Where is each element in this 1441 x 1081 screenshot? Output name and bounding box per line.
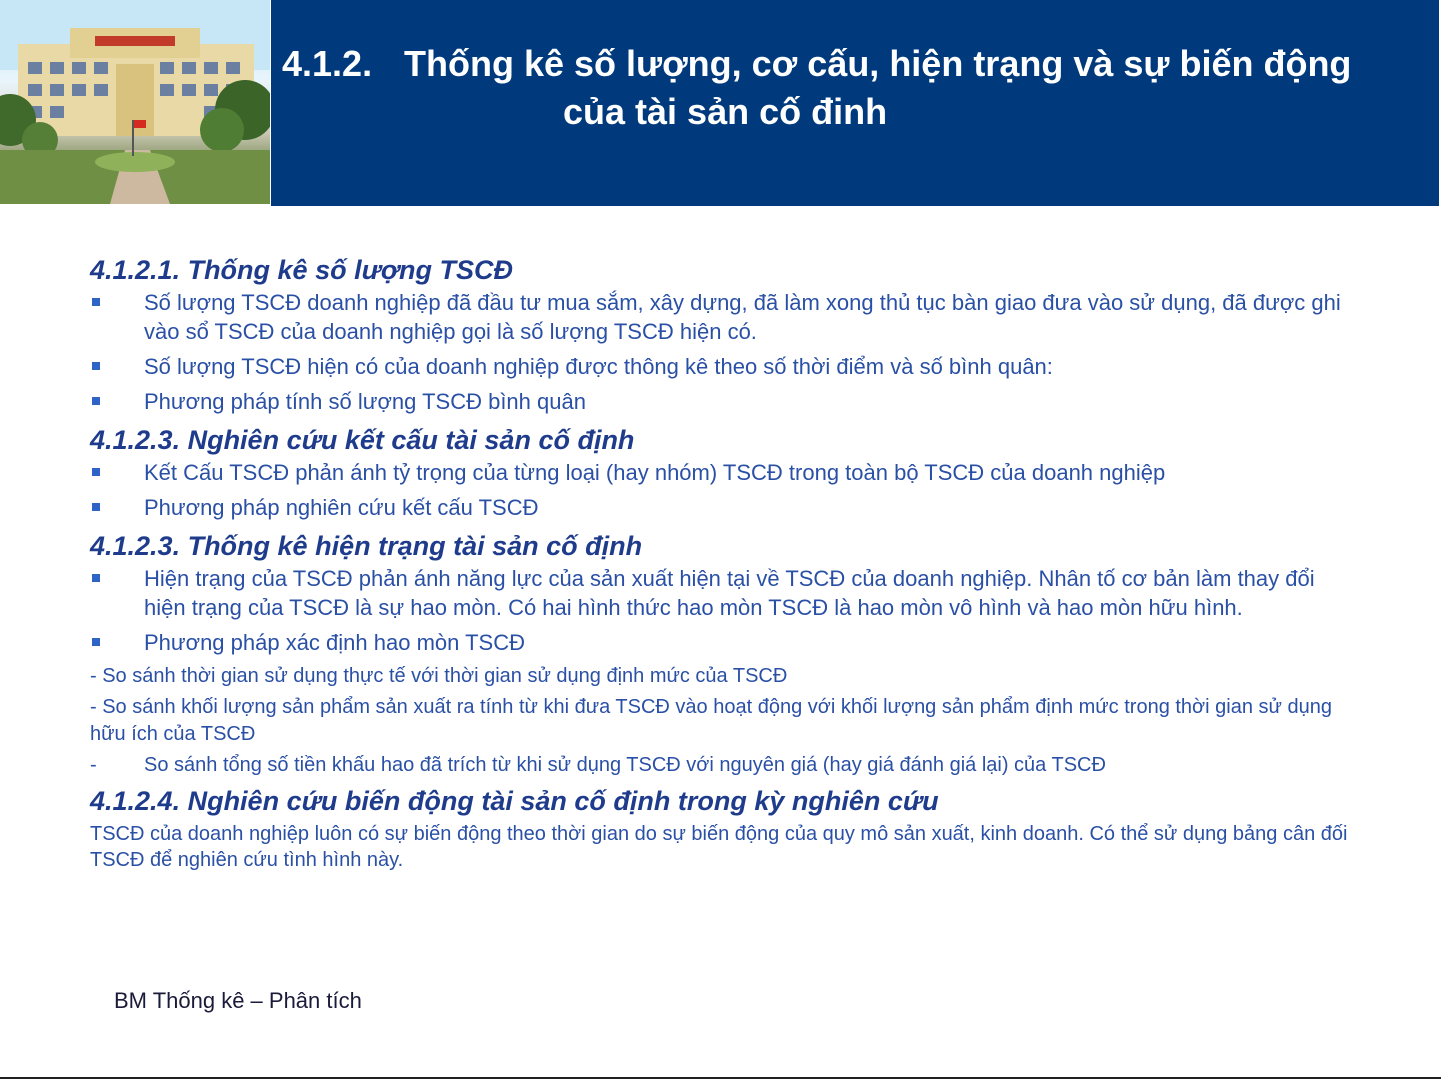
- bullet-item: Kết Cấu TSCĐ phản ánh tỷ trọng của từng loại (hay nhóm) TSCĐ trong toàn bộ TSCĐ của doanh nghiệp: [90, 458, 1360, 487]
- dash-item: - So sánh khối lượng sản phẩm sản xuất ra tính từ khi đưa TSCĐ vào hoạt động với khối lượng sản phẩm định mức trong thời gian sử dụng hữu ích của TSCĐ: [90, 696, 1332, 745]
- dash-item: - So sánh thời gian sử dụng thực tế với thời gian sử dụng định mức của TSCĐ: [90, 665, 788, 687]
- bullet-item: Số lượng TSCĐ doanh nghiệp đã đầu tư mua sắm, xây dựng, đã làm xong thủ tục bàn giao đưa vào sử dụng, đã được ghi vào sổ TSCĐ của doanh nghiệp gọi là số lượng TSCĐ hiện có.: [90, 288, 1360, 346]
- slide-title: [282, 40, 1422, 136]
- bullet-item: Phương pháp tính số lượng TSCĐ bình quân: [90, 387, 1360, 416]
- bottom-divider: [0, 1077, 1441, 1079]
- footer-department: BM Thống kê – Phân tích: [114, 988, 362, 1013]
- bullet-item: Số lượng TSCĐ hiện có của doanh nghiệp được thông kê theo số thời điểm và số bình quân:: [90, 352, 1360, 381]
- quantity-bullets: [90, 288, 1360, 416]
- dash-text: So sánh tổng số tiền khấu hao đã trích từ khi sử dụng TSCĐ với nguyên giá (hay giá đánh giá lại) của TSCĐ: [144, 754, 1106, 776]
- bullet-item: Hiện trạng của TSCĐ phản ánh năng lực của sản xuất hiện tại về TSCĐ của doanh nghiệp. Nhân tố cơ bản làm thay đổi hiện trạng của TSCĐ là sự hao mòn. Có hai hình thức hao mòn TSCĐ là hao mòn vô hình và hao mòn hữu hình.: [90, 564, 1360, 622]
- section-heading-quantity: 4.1.2.1. Thống kê số lượng TSCĐ: [90, 255, 513, 285]
- campus-building-image: [0, 0, 270, 204]
- section-heading-structure: 4.1.2.3. Nghiên cứu kết cấu tài sản cố định: [90, 425, 635, 455]
- bullet-item: Phương pháp nghiên cứu kết cấu TSCĐ: [90, 493, 1360, 522]
- slide-header: [0, 0, 1441, 206]
- dash-item-indented: [90, 752, 1360, 779]
- movement-paragraph: TSCĐ của doanh nghiệp luôn có sự biến động theo thời gian do sự biến động của quy mô sản xuất, kinh doanh. Có thể sử dụng bảng cân đối TSCĐ để nghiên cứu tình hình này.: [90, 823, 1348, 871]
- title-number: 4.1.2.: [282, 43, 373, 84]
- slide-body: [90, 252, 1360, 873]
- section-heading-movement: 4.1.2.4. Nghiên cứu biến động tài sản cố định trong kỳ nghiên cứu: [90, 786, 939, 816]
- structure-bullets: [90, 458, 1360, 522]
- bullet-item: Phương pháp xác định hao mòn TSCĐ: [90, 628, 1360, 657]
- title-line-1: Thống kê số lượng, cơ cấu, hiện trạng và sự biến động: [404, 43, 1352, 84]
- campus-photo: [0, 0, 270, 204]
- section-heading-condition: 4.1.2.3. Thống kê hiện trạng tài sản cố định: [90, 531, 643, 561]
- dash-marker: -: [90, 754, 97, 776]
- condition-bullets: [90, 564, 1360, 657]
- title-line-2: của tài sản cố đinh: [563, 91, 888, 132]
